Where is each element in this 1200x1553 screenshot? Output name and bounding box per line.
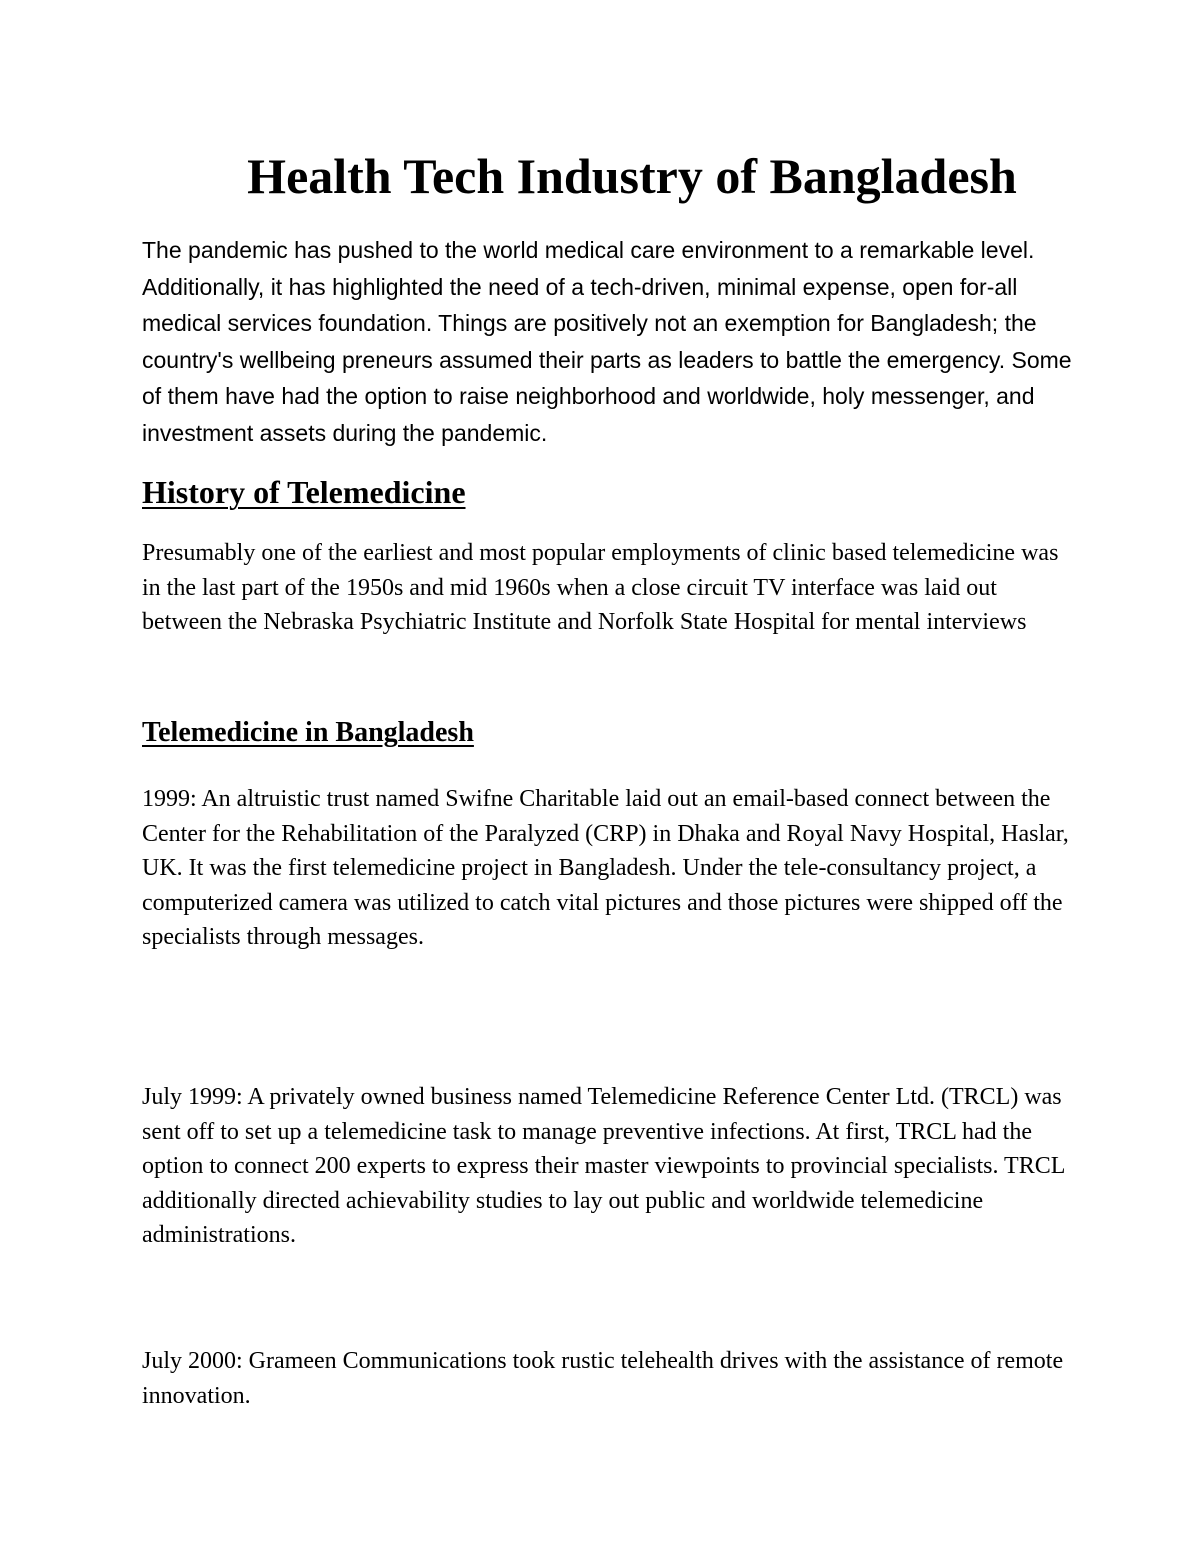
intro-paragraph: The pandemic has pushed to the world medical care environment to a remarkable level. Additionally, it has highlighted the need of a tech-driven, minimal expense, open for-all medical services foundation. Things are positively not an exemption for Bangladesh; the country's wellbeing preneurs assumed their parts as leaders to battle the emergency. Some of them have had the option to raise neighborhood and worldwide, holy messenger, and investment assets during the pandemic. — [142, 237, 1072, 446]
section-heading-history: History of Telemedicine — [142, 474, 466, 510]
paragraph-july-2000: July 2000: Grameen Communications took rustic telehealth drives with the assistance of remote innovation. — [142, 1348, 1064, 1409]
history-paragraph: Presumably one of the earliest and most popular employments of clinic based telemedicine was in the last part of the 1950s and mid 1960s when a close circuit TV interface was laid out between the Nebraska Psychiatric Institute and Norfolk State Hospital for mental interviews — [142, 540, 1059, 635]
document-title: Health Tech Industry of Bangladesh — [247, 148, 1017, 204]
section-heading-telemedicine-bangladesh: Telemedicine in Bangladesh — [142, 717, 474, 748]
paragraph-1999: 1999: An altruistic trust named Swifne Charitable laid out an email-based connect between the Center for the Rehabilitation of the Paralyzed (CRP) in Dhaka and Royal Navy Hospital, Haslar, UK. It was the first telemedicine project in Bangladesh. Under the tele-consultancy project, a computerized camera was utilized to catch vital pictures and those pictures were shipped off the specialists through messages. — [142, 786, 1069, 950]
paragraph-july-1999: July 1999: A privately owned business named Telemedicine Reference Center Ltd. (TRCL) was sent off to set up a telemedicine task to manage preventive infections. At first, TRCL had the option to connect 200 experts to express their master viewpoints to provincial specialists. TRCL additionally directed achievability studies to lay out public and worldwide telemedicine administrations. — [142, 1084, 1065, 1248]
